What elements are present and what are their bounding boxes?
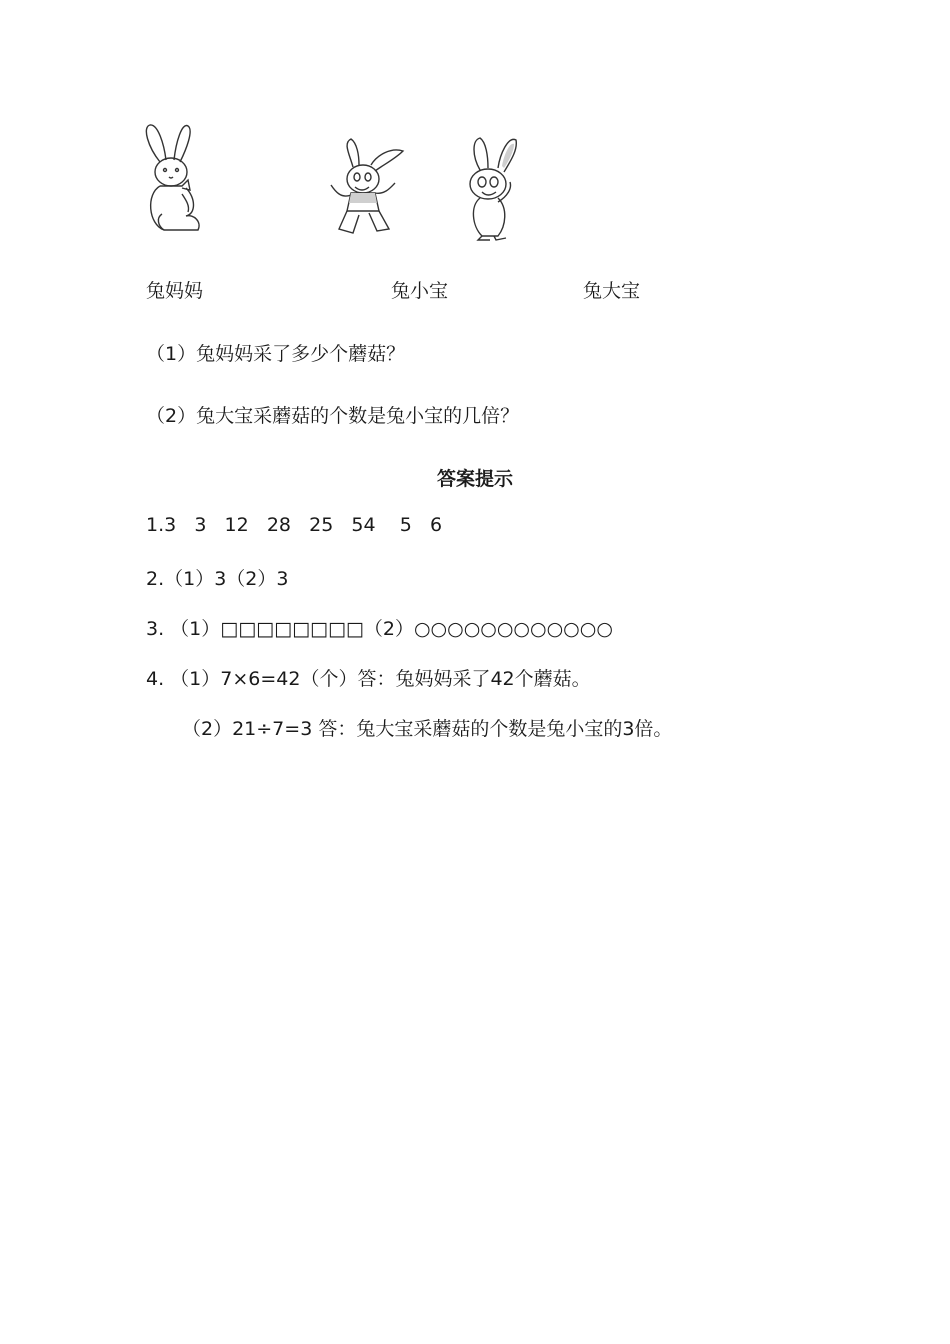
rabbit-small-icon — [325, 133, 410, 243]
rabbit-big-icon — [458, 132, 533, 242]
answer-1: 1.3 3 12 28 25 54 5 6 — [146, 514, 443, 536]
answer-4-part-1: 4. （1）7×6=42（个）答：兔妈妈采了42个蘑菇。 — [146, 668, 591, 690]
answer-3: 3. （1）□□□□□□□□（2）○○○○○○○○○○○○ — [146, 618, 613, 640]
rabbit-name-small: 兔小宝 — [391, 280, 449, 302]
question-2: （2）兔大宝采蘑菇的个数是兔小宝的几倍？ — [146, 405, 520, 427]
answer-2: 2.（1）3（2）3 — [146, 568, 289, 590]
answer-title: 答案提示 — [436, 468, 513, 490]
answer-4-part-2: （2）21÷7=3 答：兔大宝采蘑菇的个数是兔小宝的3倍。 — [182, 718, 673, 740]
rabbit-name-mother: 兔妈妈 — [146, 280, 204, 302]
rabbit-name-big: 兔大宝 — [583, 280, 641, 302]
question-1: （1）兔妈妈采了多少个蘑菇？ — [146, 343, 406, 365]
rabbit-mother-icon — [138, 122, 218, 237]
